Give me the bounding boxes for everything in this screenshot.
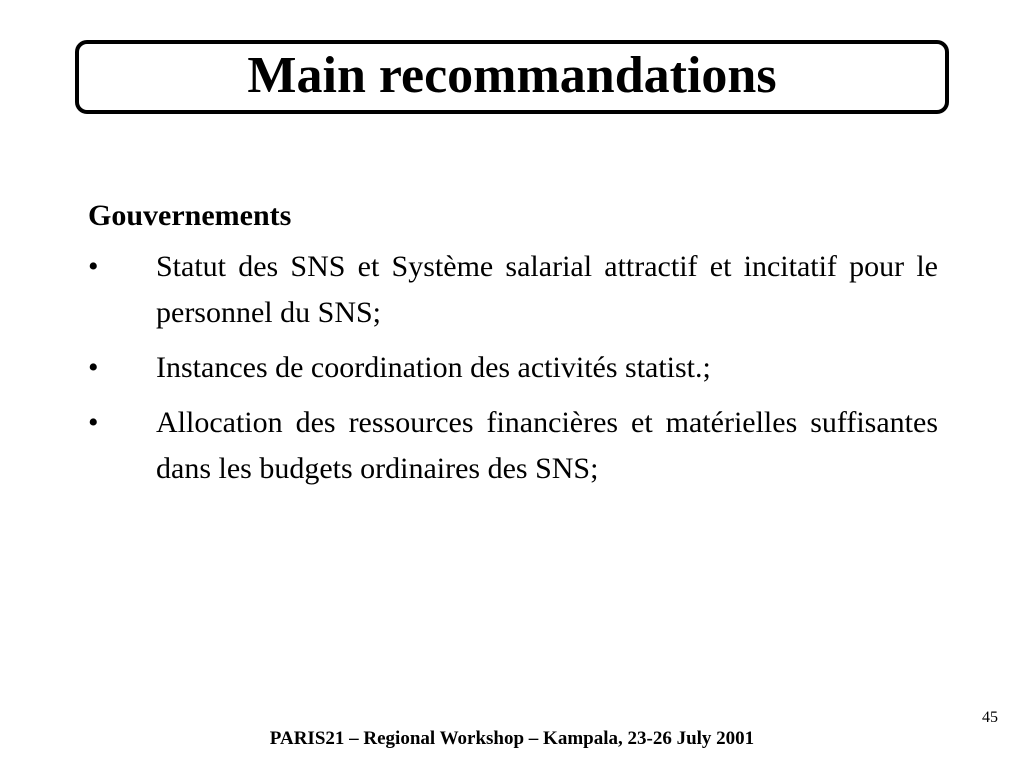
bullet-item xyxy=(88,244,938,336)
bullet-text: Instances de coordination des activités statist.; xyxy=(156,351,711,384)
bullet-icon: • xyxy=(88,406,99,439)
bullet-text: Statut des SNS et Système salarial attractif et incitatif pour le personnel du SNS; xyxy=(156,250,938,329)
title-box xyxy=(75,40,949,114)
section-heading: Gouvernements xyxy=(88,199,292,232)
bullet-item xyxy=(88,400,938,492)
bullet-text: Allocation des ressources financières et matérielles suffisantes dans les budgets ordinaires des SNS; xyxy=(156,406,938,485)
bullet-icon: • xyxy=(88,351,99,384)
page-number: 45 xyxy=(982,709,998,726)
slide-title: Main recommandations xyxy=(247,47,777,104)
bullet-item xyxy=(88,345,938,391)
slide-body xyxy=(88,192,938,492)
bullet-list xyxy=(88,244,938,492)
footer-text: PARIS21 – Regional Workshop – Kampala, 23-26 July 2001 xyxy=(269,728,755,749)
bullet-icon: • xyxy=(88,250,99,283)
